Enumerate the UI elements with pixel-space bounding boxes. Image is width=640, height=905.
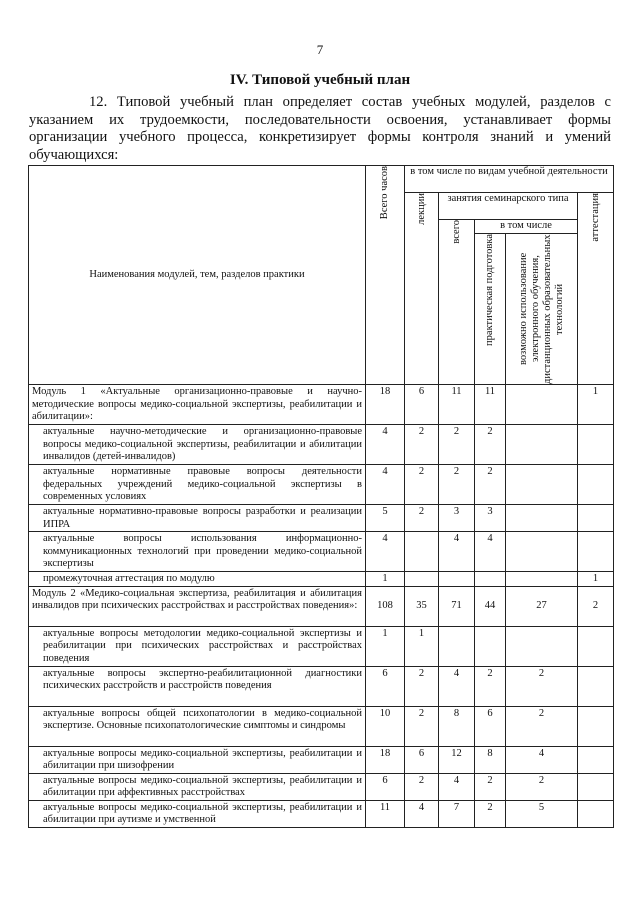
topic-name-cell: актуальные нормативные правовые вопросы деятельности федеральных учреждений медико-социальной экспертизы в современных условиях <box>29 465 366 505</box>
header-incl: в том числе <box>475 220 578 234</box>
practical-cell <box>475 572 506 587</box>
distance-cell: 27 <box>506 586 578 626</box>
distance-cell: 2 <box>506 773 578 800</box>
seminar-cell: 71 <box>439 586 475 626</box>
total-cell: 1 <box>366 626 405 666</box>
table-row <box>29 572 614 587</box>
table-row <box>29 586 614 626</box>
total-cell: 18 <box>366 746 405 773</box>
table-row <box>29 800 614 827</box>
topic-name-cell: актуальные вопросы общей психопатологии в медико-социальной экспертизе. Основные психопатологические симптомы и синдромы <box>29 706 366 746</box>
attestation-cell <box>578 800 614 827</box>
header-practical: практическая подготовка <box>475 234 506 385</box>
attestation-cell <box>578 532 614 572</box>
practical-cell: 11 <box>475 385 506 425</box>
distance-cell: 5 <box>506 800 578 827</box>
topic-name-cell: промежуточная аттестация по модулю <box>29 572 366 587</box>
total-cell: 108 <box>366 586 405 626</box>
page-number: 7 <box>316 42 324 57</box>
seminar-cell <box>439 626 475 666</box>
lectures-cell: 2 <box>405 425 439 465</box>
header-seminar-total: всего <box>439 220 475 385</box>
attestation-cell <box>578 505 614 532</box>
total-cell: 4 <box>366 465 405 505</box>
distance-cell: 2 <box>506 706 578 746</box>
table-row <box>29 773 614 800</box>
header-lectures: лекции <box>405 193 439 385</box>
total-cell: 18 <box>366 385 405 425</box>
distance-cell <box>506 505 578 532</box>
distance-cell <box>506 532 578 572</box>
lectures-cell: 2 <box>405 706 439 746</box>
distance-cell <box>506 465 578 505</box>
seminar-cell: 4 <box>439 773 475 800</box>
total-cell: 6 <box>366 666 405 706</box>
topic-name-cell: актуальные вопросы экспертно-реабилитационной диагностики психических расстройств и расстройств поведения <box>29 666 366 706</box>
practical-cell: 44 <box>475 586 506 626</box>
attestation-cell: 1 <box>578 572 614 587</box>
seminar-cell: 4 <box>439 532 475 572</box>
topic-name-cell: актуальные нормативно-правовые вопросы разработки и реализации ИПРА <box>29 505 366 532</box>
distance-cell <box>506 572 578 587</box>
table-row <box>29 626 614 666</box>
total-cell: 10 <box>366 706 405 746</box>
curriculum-table <box>28 165 614 828</box>
table-row <box>29 385 614 425</box>
seminar-cell: 4 <box>439 666 475 706</box>
practical-cell: 2 <box>475 666 506 706</box>
topic-name-cell: актуальные вопросы методологии медико-социальной экспертизы и реабилитации при психических расстройствах и расстройствах поведения <box>29 626 366 666</box>
attestation-cell <box>578 706 614 746</box>
practical-cell: 2 <box>475 773 506 800</box>
attestation-cell <box>578 746 614 773</box>
attestation-cell: 1 <box>578 385 614 425</box>
attestation-cell <box>578 465 614 505</box>
practical-cell: 6 <box>475 706 506 746</box>
lectures-cell: 2 <box>405 666 439 706</box>
table-row <box>29 532 614 572</box>
table-row <box>29 505 614 532</box>
seminar-cell <box>439 572 475 587</box>
attestation-cell <box>578 773 614 800</box>
attestation-cell: 2 <box>578 586 614 626</box>
section-title: IV. Типовой учебный план <box>229 72 411 88</box>
lectures-cell: 2 <box>405 505 439 532</box>
total-cell: 6 <box>366 773 405 800</box>
distance-cell <box>506 425 578 465</box>
total-cell: 4 <box>366 425 405 465</box>
table-row <box>29 465 614 505</box>
table-row <box>29 746 614 773</box>
distance-cell: 2 <box>506 666 578 706</box>
topic-name-cell: актуальные вопросы медико-социальной экспертизы, реабилитации и абилитации при аффективных расстройствах <box>29 773 366 800</box>
header-seminar-group: занятия семинарского типа <box>439 193 578 220</box>
distance-cell <box>506 385 578 425</box>
practical-cell: 8 <box>475 746 506 773</box>
distance-cell: 4 <box>506 746 578 773</box>
seminar-cell: 2 <box>439 425 475 465</box>
lectures-cell: 6 <box>405 746 439 773</box>
total-cell: 4 <box>366 532 405 572</box>
table-row <box>29 666 614 706</box>
topic-name-cell: актуальные вопросы медико-социальной экспертизы, реабилитации и абилитации при шизофрении <box>29 746 366 773</box>
attestation-cell <box>578 425 614 465</box>
attestation-cell <box>578 626 614 666</box>
practical-cell: 4 <box>475 532 506 572</box>
lectures-cell: 1 <box>405 626 439 666</box>
total-cell: 11 <box>366 800 405 827</box>
seminar-cell: 7 <box>439 800 475 827</box>
lectures-cell: 2 <box>405 773 439 800</box>
intro-text: 12. Типовой учебный план определяет состав учебных модулей, разделов с указанием их трудоемкости, последовательности освоения, устанавливает формы организации учебного процесса, конкретизирует формы контроля знаний и умений обучающихся: <box>29 94 611 163</box>
intro-paragraph <box>29 94 611 164</box>
seminar-cell: 3 <box>439 505 475 532</box>
seminar-cell: 11 <box>439 385 475 425</box>
practical-cell: 2 <box>475 425 506 465</box>
header-activity-group: в том числе по видам учебной деятельности <box>405 166 614 193</box>
lectures-cell <box>405 572 439 587</box>
table-row <box>29 706 614 746</box>
lectures-cell: 2 <box>405 465 439 505</box>
header-total: Всего часов <box>366 166 405 385</box>
practical-cell <box>475 626 506 666</box>
module-title-cell: Модуль 2 «Медико-социальная экспертиза, реабилитация и абилитация инвалидов при психических расстройствах и расстройствах поведения»: <box>29 586 366 626</box>
practical-cell: 3 <box>475 505 506 532</box>
distance-cell <box>506 626 578 666</box>
seminar-cell: 12 <box>439 746 475 773</box>
topic-name-cell: актуальные вопросы использования информационно-коммуникационных технологий при проведении медико-социальной экспертизы <box>29 532 366 572</box>
seminar-cell: 2 <box>439 465 475 505</box>
attestation-cell <box>578 666 614 706</box>
total-cell: 1 <box>366 572 405 587</box>
lectures-cell: 6 <box>405 385 439 425</box>
table-row <box>29 425 614 465</box>
lectures-cell: 35 <box>405 586 439 626</box>
topic-name-cell: актуальные вопросы медико-социальной экспертизы, реабилитации и абилитации при аутизме и умственной <box>29 800 366 827</box>
lectures-cell <box>405 532 439 572</box>
lectures-cell: 4 <box>405 800 439 827</box>
total-cell: 5 <box>366 505 405 532</box>
practical-cell: 2 <box>475 465 506 505</box>
seminar-cell: 8 <box>439 706 475 746</box>
module-title-cell: Модуль 1 «Актуальные организационно-правовые и научно-методические вопросы медико-социальной экспертизы, реабилитации и абилитации»: <box>29 385 366 425</box>
header-attestation: аттестация <box>578 193 614 385</box>
header-name: Наименования модулей, тем, разделов практики <box>29 166 366 385</box>
header-distance: возможно использование электронного обучения, дистанционных образовательных технологий <box>506 234 578 385</box>
practical-cell: 2 <box>475 800 506 827</box>
topic-name-cell: актуальные научно-методические и организационно-правовые вопросы медико-социальной экспертизы, реабилитации и абилитации инвалидов (детей-инвалидов) <box>29 425 366 465</box>
